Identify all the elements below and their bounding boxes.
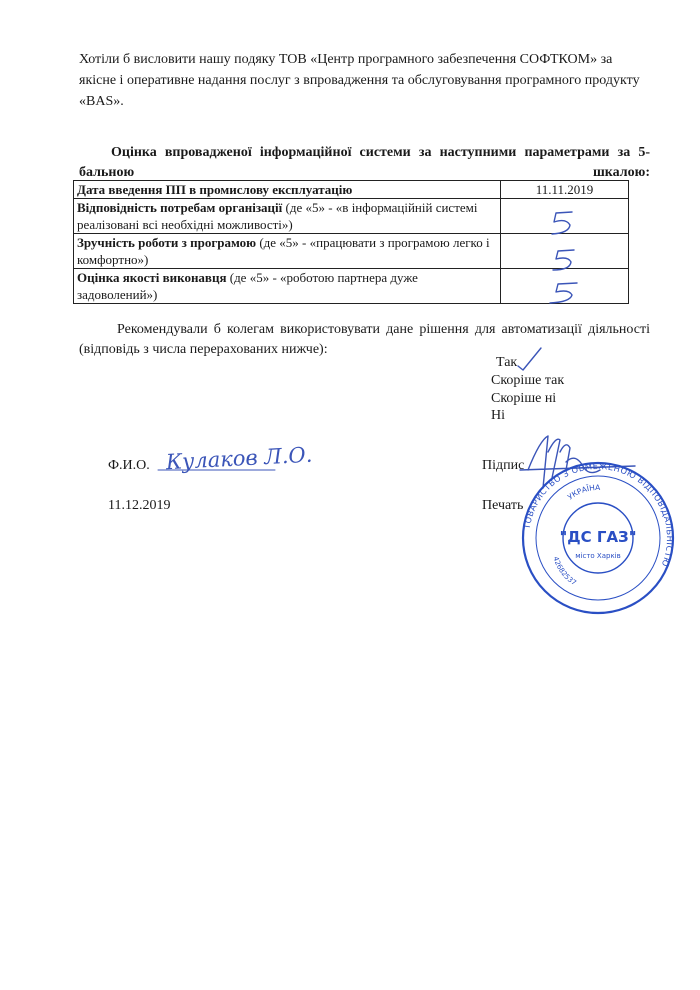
seal-country: УКРАЇНА (565, 482, 601, 502)
row-label: Оцінка якості виконавця (77, 270, 227, 285)
row-value-cell: 11.11.2019 (501, 181, 629, 199)
evaluation-heading: Оцінка впровадженої інформаційної системи за наступними параметрами за 5-бальною шкалою: (79, 145, 650, 180)
row-note: (де «5» - «роботою партнера дуже задоволений») (77, 270, 418, 302)
checkmark-icon (518, 348, 541, 370)
intro-paragraph: Хотіли б висловити нашу подяку ТОВ «Центр програмного забезпечення СОФТКОМ» за якісне і оперативне надання послуг з впровадження та обслуговування програмного продукту «BAS». (79, 52, 640, 109)
handwritten-score-mark (552, 212, 572, 234)
row-label: Дата введення ПП в промислову експлуатацію (77, 182, 353, 197)
svg-text:УКРАЇНА (566, 483, 601, 502)
seal-ring-text: ТОВАРИСТВО З ОБМЕЖЕНОЮ ВІДПОВІДАЛЬНІСТЮ (521, 460, 676, 569)
option-rather-yes: Скоріше так (491, 373, 565, 388)
name-label: Ф.И.О. (108, 458, 150, 473)
option-no: Ні (491, 408, 505, 423)
option-rather-no: Скоріше ні (491, 391, 557, 406)
row-label: Зручність роботи з програмою (77, 235, 257, 250)
stamp-label: Печать (482, 498, 524, 513)
seal-city: місто Харків (575, 552, 621, 560)
recommendation-paragraph: Рекомендували б колегам використовувати дане рішення для автоматизації діяльності (відповідь з числа перерахованих нижче): (79, 322, 650, 357)
company-seal (521, 461, 675, 613)
date-text: 11.12.2019 (108, 498, 171, 513)
seal-center-text: "ДС ГАЗ" (559, 528, 637, 546)
option-yes: Так (496, 355, 518, 370)
row-note: (де «5» - «працювати з програмою легко і комфортно») (77, 235, 490, 267)
seal-code: 42682537 (551, 555, 578, 588)
handwritten-score-mark (550, 283, 577, 303)
row-label: Відповідність потребам організації (77, 200, 283, 215)
signature-drawing (520, 436, 635, 488)
handwritten-score-mark (553, 250, 574, 270)
row-note: (де «5» - «в інформаційній системі реалізовані всі необхідні можливості») (77, 200, 478, 232)
handwritten-name: Кулаков Л.О. (165, 442, 313, 475)
signature-label: Підпис (482, 458, 525, 473)
